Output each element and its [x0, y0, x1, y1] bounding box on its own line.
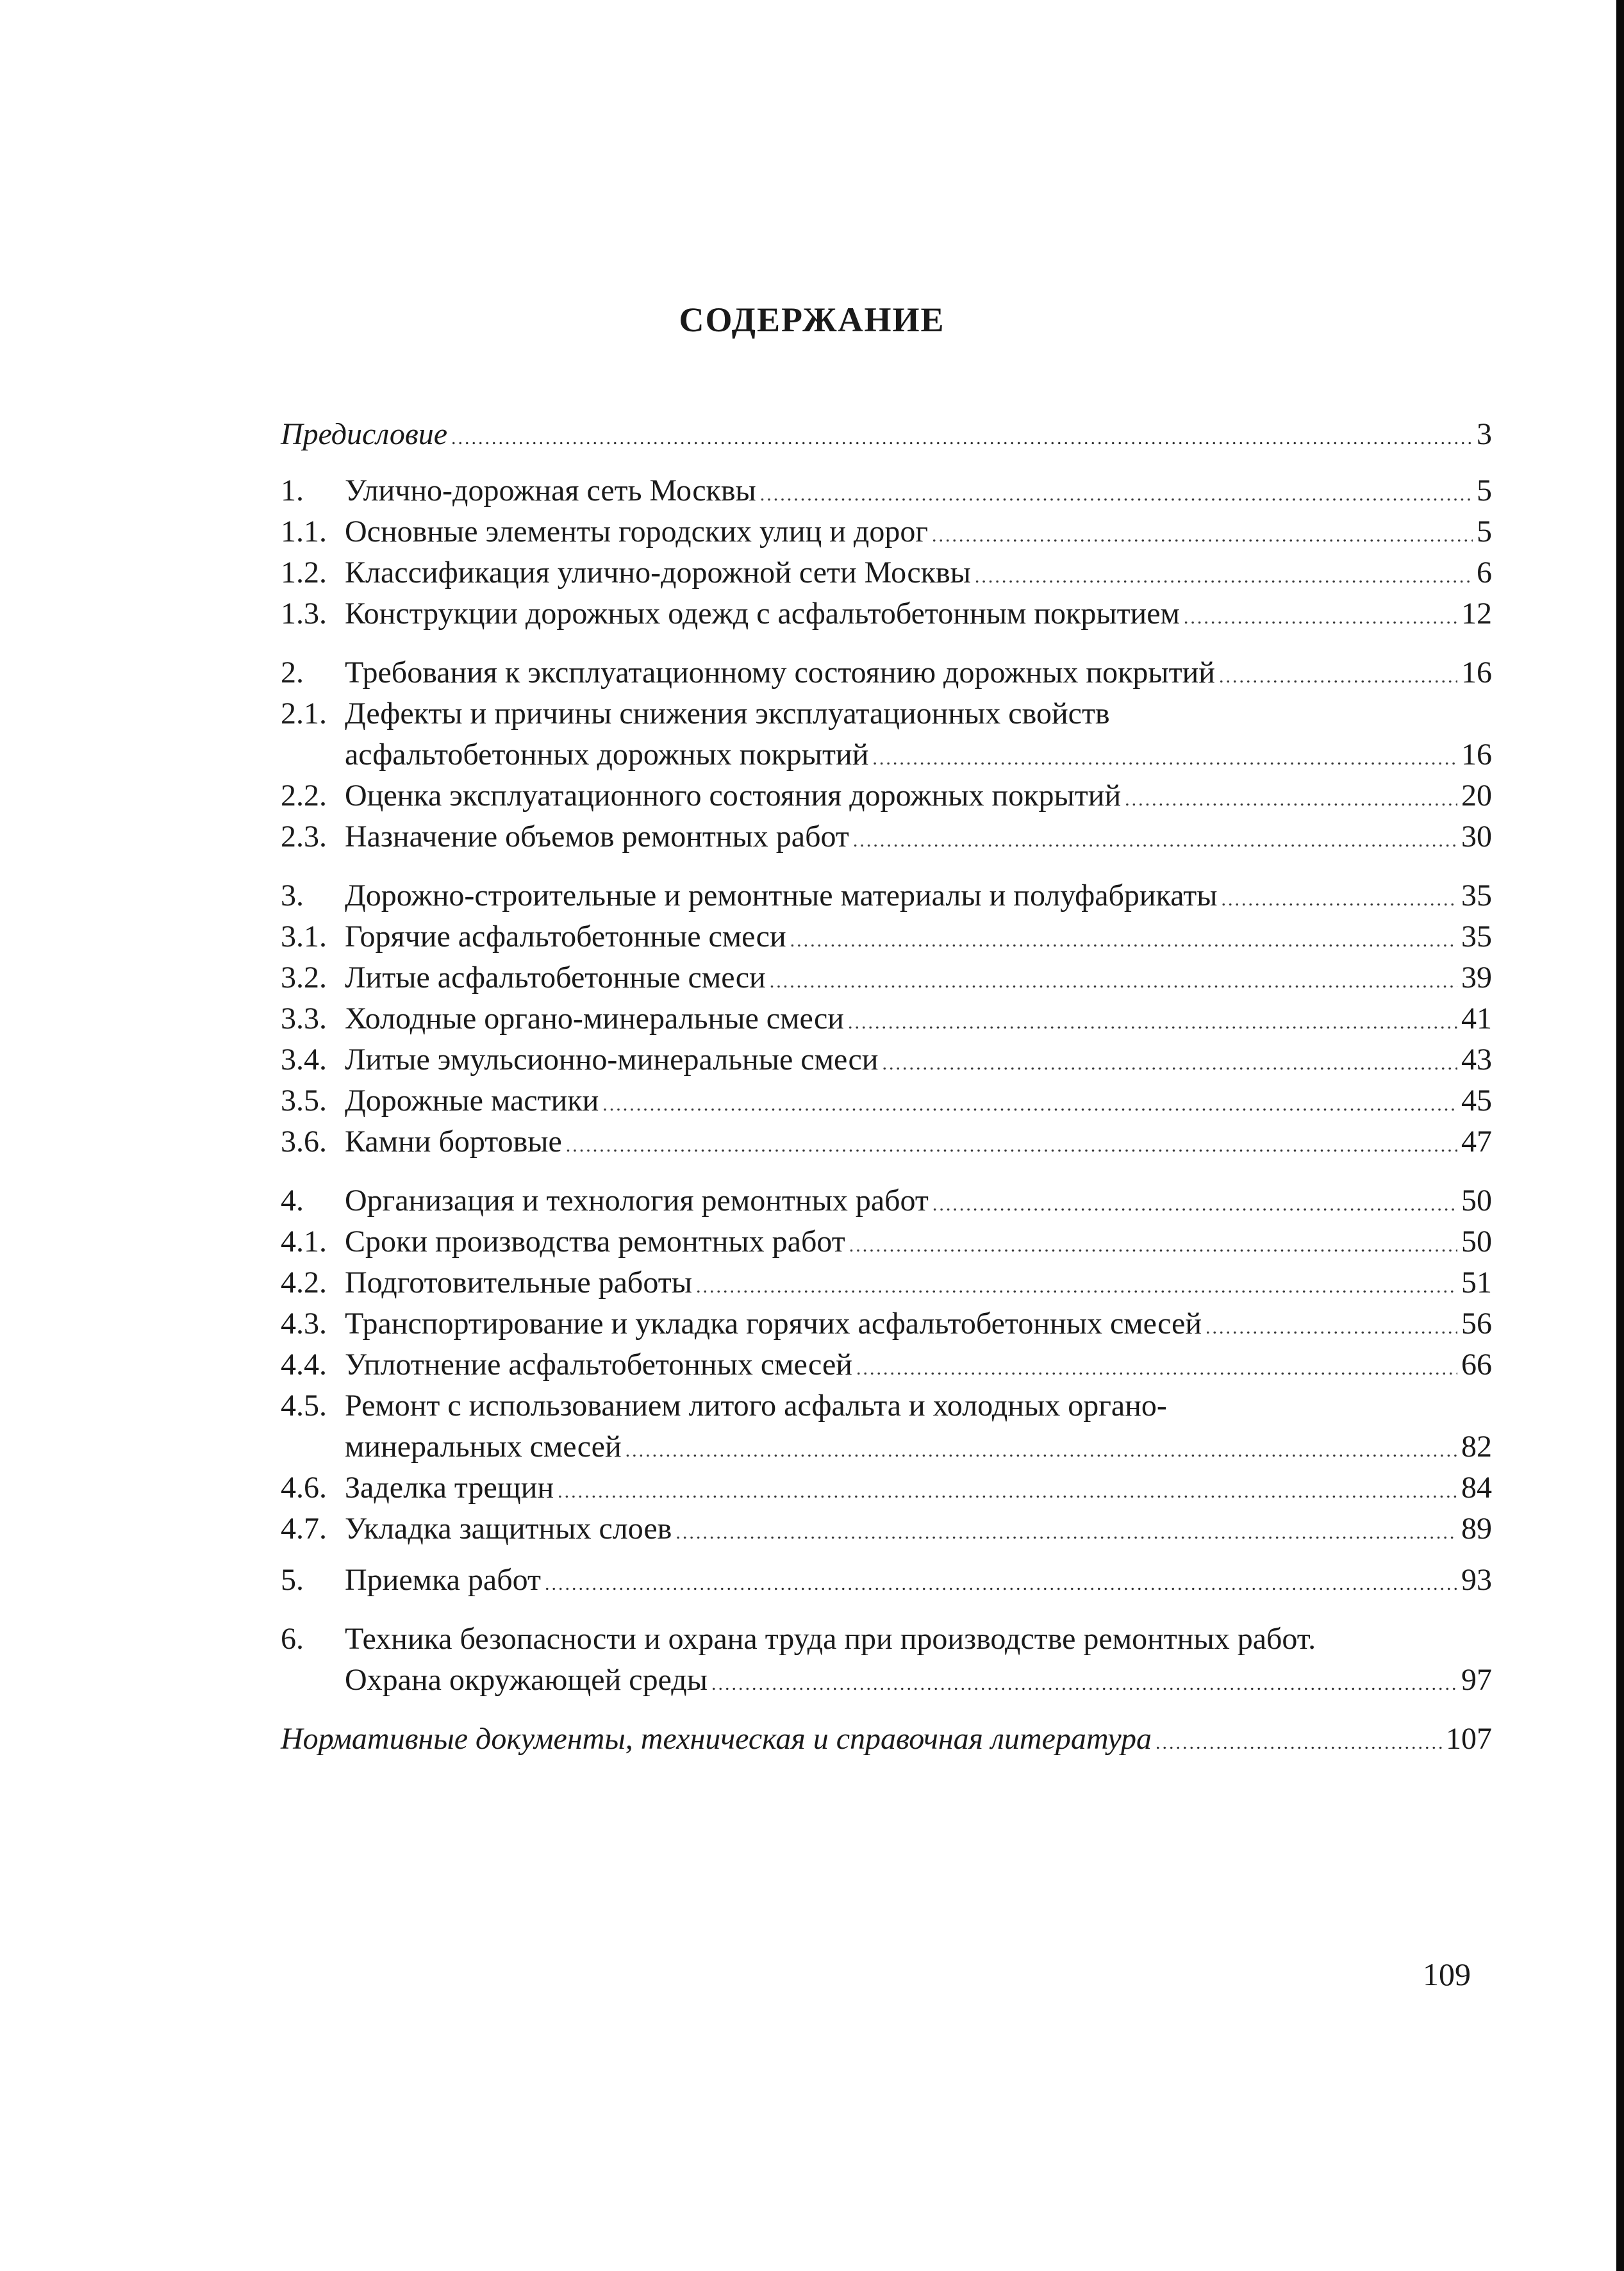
toc-entry-number: 1.1.	[281, 515, 327, 549]
toc-leader-dots	[848, 1002, 1457, 1043]
toc-leader-dots	[626, 1430, 1457, 1471]
toc-entry-3-5[interactable]	[281, 1080, 1492, 1121]
toc-entry-page: 30	[1461, 820, 1492, 854]
toc-leader-dots	[1125, 779, 1457, 820]
toc-leader-dots	[853, 820, 1457, 861]
toc-leader-dots	[932, 515, 1473, 556]
toc-entry-text: Уплотнение асфальтобетонных смесей	[345, 1348, 852, 1382]
toc-leader-dots	[451, 418, 1473, 459]
toc-entry-1[interactable]	[281, 470, 1492, 511]
page-number: 109	[1423, 1956, 1471, 1992]
toc-entry-6-cont[interactable]	[281, 1660, 1492, 1701]
toc-entry-1-3[interactable]	[281, 593, 1492, 634]
toc-leader-dots	[790, 920, 1457, 961]
toc-entry-text: Нормативные документы, техническая и справочная литература	[281, 1722, 1152, 1756]
toc-entry-text: Назначение объемов ремонтных работ	[345, 820, 849, 854]
toc-entry-text: Дорожно-строительные и ремонтные материалы и полуфабрикаты	[345, 879, 1218, 913]
toc-entry-text: Камни бортовые	[345, 1125, 562, 1159]
toc-leader-dots	[558, 1471, 1457, 1512]
toc-leader-dots	[760, 474, 1473, 515]
toc-entry-number: 6.	[281, 1622, 304, 1656]
toc-entry-text: Дефекты и причины снижения эксплуатационных свойств	[345, 697, 1110, 731]
toc-leader-dots	[872, 738, 1457, 779]
toc-entry-number: 4.6.	[281, 1471, 327, 1505]
toc-entry-text: Классификация улично-дорожной сети Москвы	[345, 556, 971, 590]
toc-entry-text: Оценка эксплуатационного состояния дорожных покрытий	[345, 779, 1122, 813]
toc-entry-page: 3	[1477, 417, 1492, 451]
toc-entry-number: 1.	[281, 474, 304, 508]
toc-leader-dots	[882, 1043, 1457, 1084]
page-title: СОДЕРЖАНИЕ	[679, 301, 945, 339]
toc-entry-number: 4.	[281, 1184, 304, 1218]
toc-entry-text: асфальтобетонных дорожных покрытий	[345, 738, 869, 772]
toc-entry-4-1[interactable]	[281, 1221, 1492, 1262]
toc-entry-number: 1.3.	[281, 597, 327, 631]
toc-leader-dots	[849, 1225, 1457, 1266]
toc-entry-text: Организация и технология ремонтных работ	[345, 1184, 929, 1218]
toc-entry-3-6[interactable]	[281, 1121, 1492, 1162]
toc-entry-number: 4.5.	[281, 1389, 327, 1423]
toc-entry-page: 5	[1477, 474, 1492, 508]
toc-entry-page: 43	[1461, 1043, 1492, 1077]
toc-entry-page: 50	[1461, 1225, 1492, 1259]
toc-entry-number: 3.2.	[281, 961, 327, 995]
toc-leader-dots	[545, 1564, 1457, 1605]
toc-entry-page: 41	[1461, 1002, 1492, 1036]
toc-entry-number: 3.1.	[281, 920, 327, 954]
toc-entry-number: 3.	[281, 879, 304, 913]
toc-leader-dots	[1206, 1307, 1457, 1348]
toc-entry-text: Охрана окружающей среды	[345, 1663, 708, 1697]
toc-entry-text: Основные элементы городских улиц и дорог	[345, 515, 929, 549]
toc-entry-page: 51	[1461, 1266, 1492, 1300]
toc-entry-3-1[interactable]	[281, 916, 1492, 957]
toc-entry-page: 89	[1461, 1512, 1492, 1546]
toc-entry-text: Транспортирование и укладка горячих асфальтобетонных смесей	[345, 1307, 1202, 1341]
toc-entry-number: 2.	[281, 656, 304, 690]
toc-entry-text: Укладка защитных слоев	[345, 1512, 672, 1546]
toc-entry-4-4[interactable]	[281, 1344, 1492, 1385]
toc-entry-4-6[interactable]	[281, 1467, 1492, 1508]
toc-entry-2-3[interactable]	[281, 816, 1492, 857]
toc-entry-page: 50	[1461, 1184, 1492, 1218]
toc-entry-number: 2.3.	[281, 820, 327, 854]
toc-entry-page: 93	[1461, 1563, 1492, 1597]
toc-entry-text: Техника безопасности и охрана труда при производстве ремонтных работ.	[345, 1622, 1316, 1656]
toc-leader-dots	[770, 961, 1457, 1002]
toc-leader-dots	[1219, 656, 1457, 697]
toc-entry-number: 4.1.	[281, 1225, 327, 1259]
toc-entry-number: 2.1.	[281, 697, 327, 731]
toc-entry-number: 1.2.	[281, 556, 327, 590]
toc-entry-text: Дорожные мастики	[345, 1084, 599, 1118]
toc-leader-dots	[711, 1664, 1457, 1705]
toc-entry-page: 5	[1477, 515, 1492, 549]
toc-entry-text: Предисловие	[281, 417, 448, 451]
toc-entry-page: 16	[1461, 656, 1492, 690]
toc-entry-text: Сроки производства ремонтных работ	[345, 1225, 845, 1259]
toc-entry-page: 35	[1461, 879, 1492, 913]
toc-leader-dots	[675, 1512, 1457, 1553]
toc-leader-dots	[932, 1184, 1457, 1225]
toc-entry-text: Приемка работ	[345, 1563, 541, 1597]
toc-entry-number: 3.6.	[281, 1125, 327, 1159]
toc-entry-text: минеральных смесей	[345, 1430, 622, 1464]
toc-entry-3-4[interactable]	[281, 1039, 1492, 1080]
toc-entry-page: 84	[1461, 1471, 1492, 1505]
toc-leader-dots	[1156, 1722, 1442, 1763]
toc-entry-1-1[interactable]	[281, 511, 1492, 552]
toc-leader-dots	[856, 1348, 1457, 1389]
toc-entry-text: Ремонт с использованием литого асфальта и холодных органо-	[345, 1389, 1167, 1423]
toc-entry-1-2[interactable]	[281, 552, 1492, 593]
toc-entry-page: 12	[1461, 597, 1492, 631]
toc-entry-3-2[interactable]	[281, 957, 1492, 998]
toc-entry-4-5-cont[interactable]	[281, 1426, 1492, 1467]
toc-entry-number: 4.3.	[281, 1307, 327, 1341]
toc-entry-3[interactable]	[281, 875, 1492, 916]
toc-entry-number: 3.5.	[281, 1084, 327, 1118]
toc-entry-text: Требования к эксплуатационному состоянию дорожных покрытий	[345, 656, 1215, 690]
toc-entry-number: 2.2.	[281, 779, 327, 813]
toc-entry-2[interactable]	[281, 652, 1492, 693]
toc-entry-number: 3.4.	[281, 1043, 327, 1077]
toc-entry-page: 47	[1461, 1125, 1492, 1159]
toc-entry-page: 82	[1461, 1430, 1492, 1464]
toc-entry-4-5[interactable]	[281, 1385, 1492, 1426]
toc-entry-5[interactable]	[281, 1560, 1492, 1601]
toc-leader-dots	[1184, 597, 1457, 638]
toc-entry-references[interactable]	[281, 1719, 1492, 1760]
toc-leader-dots	[975, 556, 1473, 597]
toc-entry-2-1-cont[interactable]	[281, 734, 1492, 775]
toc-entry-page: 35	[1461, 920, 1492, 954]
toc-leader-dots	[566, 1125, 1457, 1166]
toc-entry-4[interactable]	[281, 1180, 1492, 1221]
toc-entry-text: Холодные органо-минеральные смеси	[345, 1002, 844, 1036]
toc-entry-page: 97	[1461, 1663, 1492, 1697]
toc-entry-text: Горячие асфальтобетонные смеси	[345, 920, 786, 954]
toc-entry-page: 66	[1461, 1348, 1492, 1382]
toc-entry-number: 5.	[281, 1563, 304, 1597]
toc-entry-page: 56	[1461, 1307, 1492, 1341]
toc-entry-text: Литые асфальтобетонные смеси	[345, 961, 766, 995]
toc-entry-number: 4.2.	[281, 1266, 327, 1300]
toc-entry-page: 16	[1461, 738, 1492, 772]
toc-entry-4-3[interactable]	[281, 1303, 1492, 1344]
toc-entry-page: 20	[1461, 779, 1492, 813]
toc-entry-page: 6	[1477, 556, 1492, 590]
toc-entry-text: Конструкции дорожных одежд с асфальтобетонным покрытием	[345, 597, 1180, 631]
toc-entry-2-1[interactable]	[281, 693, 1492, 734]
toc-entry-2-2[interactable]	[281, 775, 1492, 816]
toc-entry-text: Литые эмульсионно-минеральные смеси	[345, 1043, 879, 1077]
toc-entry-text: Улично-дорожная сеть Москвы	[345, 474, 756, 508]
toc-entry-4-2[interactable]	[281, 1262, 1492, 1303]
toc-entry-text: Заделка трещин	[345, 1471, 554, 1505]
toc-entry-preface[interactable]	[281, 414, 1492, 455]
toc-entry-number: 4.4.	[281, 1348, 327, 1382]
toc-entry-page: 39	[1461, 961, 1492, 995]
toc-leader-dots	[696, 1266, 1457, 1307]
toc-entry-6[interactable]	[281, 1619, 1492, 1660]
toc-entry-4-7[interactable]	[281, 1508, 1492, 1549]
toc-entry-number: 4.7.	[281, 1512, 327, 1546]
toc-entry-3-3[interactable]	[281, 998, 1492, 1039]
toc-entry-page: 107	[1446, 1722, 1492, 1756]
toc-entry-number: 3.3.	[281, 1002, 327, 1036]
toc-entry-text: Подготовительные работы	[345, 1266, 692, 1300]
toc-leader-dots	[602, 1084, 1457, 1125]
toc-entry-page: 45	[1461, 1084, 1492, 1118]
toc-leader-dots	[1221, 879, 1457, 920]
